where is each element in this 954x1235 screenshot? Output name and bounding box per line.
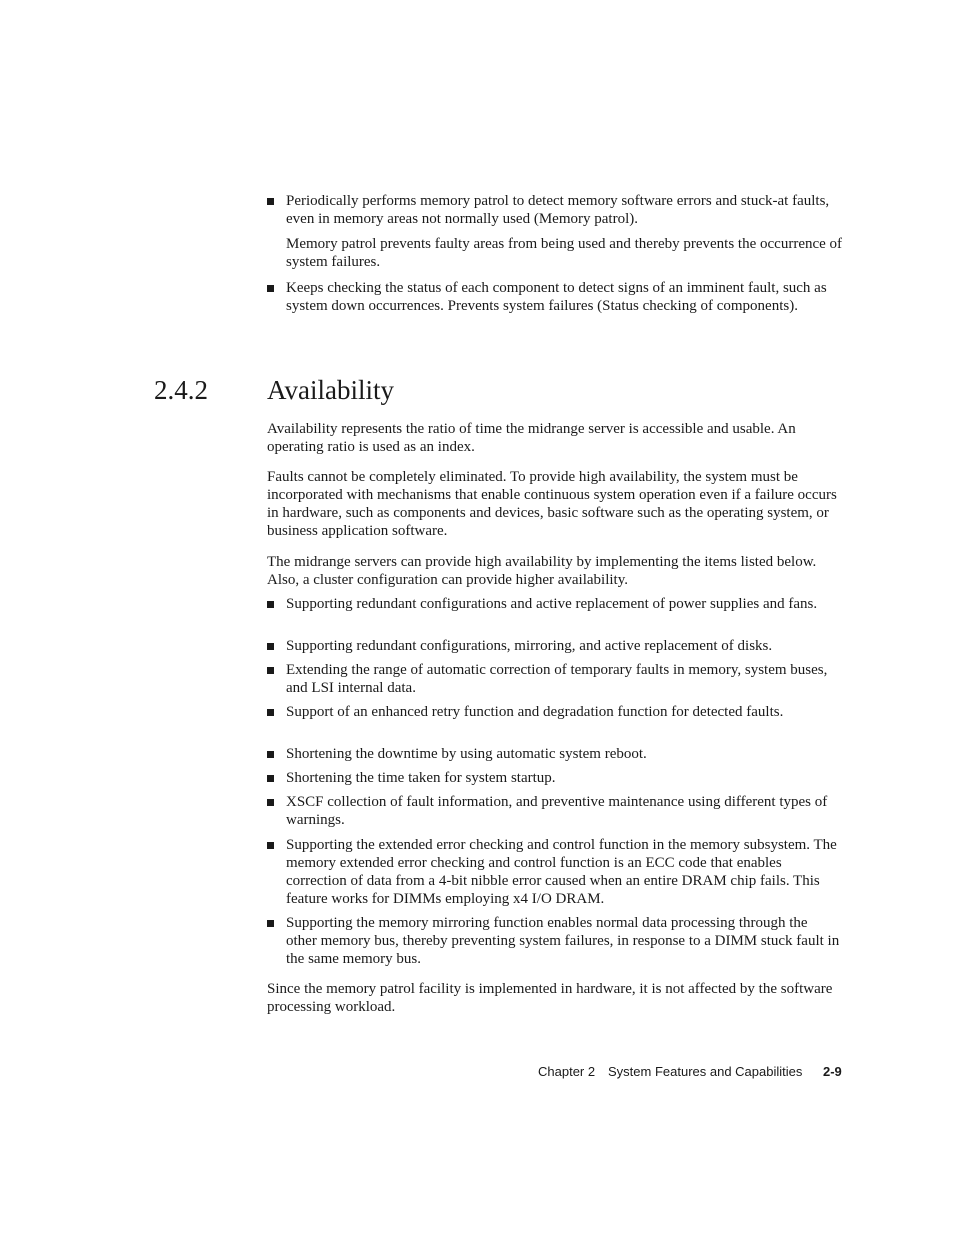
bullet-text: Keeps checking the status of each component to detect signs of an imminent fault, such as system down occurrences. Prevents system failures (Status checking of components).: [286, 280, 827, 314]
bullet-square-icon: [267, 775, 274, 782]
availability-bullet-list: [267, 769, 841, 787]
paragraph: Availability represents the ratio of time the midrange server is accessible and usable. An operating ratio is used as an index.: [267, 421, 796, 455]
bullet-text: Supporting redundant configurations, mirroring, and active replacement of disks.: [286, 638, 773, 654]
list-item: [267, 637, 841, 655]
bullet-text: Shortening the downtime by using automatic system reboot.: [286, 746, 647, 762]
page-footer: [0, 1063, 954, 1081]
list-item: [267, 836, 841, 908]
availability-bullet-list: [267, 914, 841, 968]
top-bullet-list-2: [267, 279, 841, 315]
availability-bullet-list: [267, 836, 841, 908]
bullet-sub-paragraph: Memory patrol prevents faulty areas from being used and thereby prevents the occurrence of system failures.: [286, 236, 843, 270]
bullet-square-icon: [267, 920, 274, 927]
closing-paragraph: Since the memory patrol facility is implemented in hardware, it is not affected by the software processing workload.: [267, 981, 833, 1015]
page-number: 2-9: [823, 1064, 842, 1079]
availability-bullet-list: [267, 793, 841, 829]
list-item: [267, 703, 841, 721]
bullet-square-icon: [267, 799, 274, 806]
availability-bullet-list: [267, 745, 841, 763]
bullet-square-icon: [267, 709, 274, 716]
list-item: [267, 192, 841, 228]
bullet-square-icon: [267, 643, 274, 650]
footer-chapter: Chapter 2: [538, 1064, 596, 1079]
bullet-text: Periodically performs memory patrol to detect memory software errors and stuck-at faults, even in memory areas not normally used (Memory patrol).: [286, 193, 830, 227]
bullet-text: Supporting redundant configurations and active replacement of power supplies and fans.: [286, 596, 818, 612]
paragraph: Faults cannot be completely eliminated. To provide high availability, the system must be incorporated with mechanisms that enable continuous system operation even if a failure occurs in hardware, such as components and devices, basic software such as the operating system, or business application software.: [267, 469, 837, 539]
paragraph: The midrange servers can provide high availability by implementing the items listed below. Also, a cluster configuration can provide higher availability.: [267, 554, 817, 588]
list-item: [267, 745, 841, 763]
top-bullet-list: [267, 192, 841, 228]
footer-chapter-title: System Features and Capabilities: [608, 1064, 803, 1079]
bullet-square-icon: [267, 601, 274, 608]
bullet-text: Extending the range of automatic correction of temporary faults in memory, system buses, and LSI internal data.: [286, 662, 828, 696]
availability-bullet-list: [267, 661, 841, 697]
bullet-text: Support of an enhanced retry function and degradation function for detected faults.: [286, 704, 784, 720]
section-title: Availability: [267, 375, 394, 405]
bullet-text: XSCF collection of fault information, and preventive maintenance using different types of warnings.: [286, 794, 828, 828]
bullet-text: Supporting the memory mirroring function enables normal data processing through the other memory bus, thereby preventing system failures, in response to a DIMM stuck fault in the same memory bus.: [286, 915, 840, 967]
bullet-text: Shortening the time taken for system startup.: [286, 770, 556, 786]
availability-bullet-list: [267, 637, 841, 655]
availability-bullet-list: [267, 703, 841, 721]
list-item: [267, 595, 841, 613]
section-number: 2.4.2: [154, 375, 208, 405]
list-item: [267, 793, 841, 829]
bullet-text: Supporting the extended error checking and control function in the memory subsystem. The memory extended error checking and control function is an ECC code that enables correction of data from a 4-bit nibble error caused when an entire DRAM chip fails. This feature works for DIMMs employing x4 I/O DRAM.: [286, 837, 837, 907]
list-item: [267, 769, 841, 787]
list-item: [267, 279, 841, 315]
availability-bullet-list: [267, 595, 841, 613]
bullet-square-icon: [267, 285, 274, 292]
list-item: [267, 661, 841, 697]
bullet-square-icon: [267, 667, 274, 674]
bullet-square-icon: [267, 198, 274, 205]
list-item: [267, 914, 841, 968]
bullet-square-icon: [267, 751, 274, 758]
bullet-square-icon: [267, 842, 274, 849]
